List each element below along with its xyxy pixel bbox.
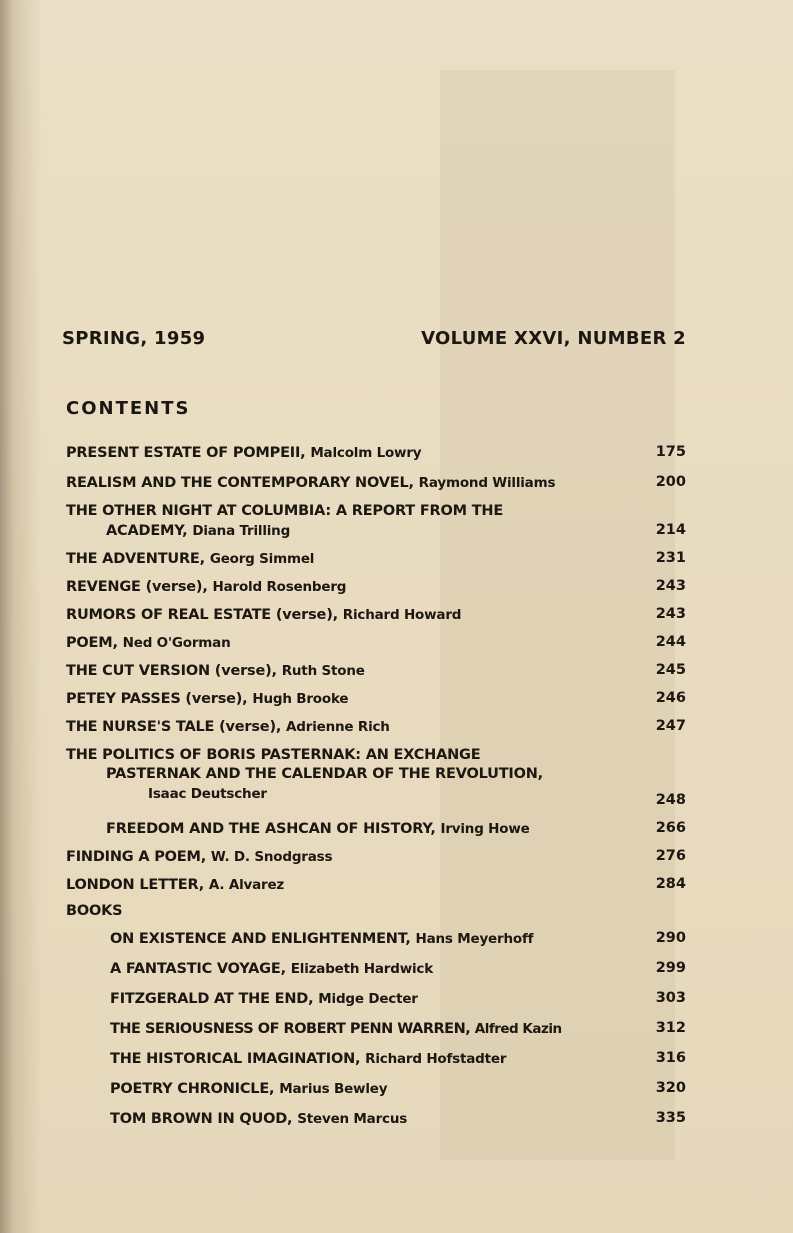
toc-entry — [66, 550, 314, 568]
entry-author: Isaac Deutscher — [148, 786, 267, 802]
toc-entry — [66, 662, 365, 680]
entry-author: Adrienne Rich — [286, 719, 390, 735]
contents-heading: CONTENTS — [66, 398, 191, 419]
entry-author: Ruth Stone — [281, 663, 365, 679]
entry-author: Raymond Williams — [418, 475, 556, 491]
toc-section-heading — [66, 746, 480, 764]
entry-page: 243 — [655, 606, 686, 622]
toc-entry — [110, 1020, 562, 1038]
toc-section-heading — [66, 902, 122, 920]
entry-title: POETRY CHRONICLE, — [110, 1081, 275, 1097]
entry-author: Georg Simmel — [209, 551, 315, 567]
entry-author: Midge Decter — [318, 991, 418, 1007]
entry-page: 312 — [655, 1020, 686, 1036]
issue-volume: VOLUME XXVI, NUMBER 2 — [421, 328, 686, 349]
toc-entry — [110, 930, 533, 948]
entry-author: Harold Rosenberg — [212, 579, 347, 595]
toc-entry — [66, 876, 284, 894]
toc-entry — [66, 502, 503, 520]
entry-page: 245 — [655, 662, 686, 678]
toc-entry — [66, 474, 555, 492]
entry-title: ON EXISTENCE AND ENLIGHTENMENT, — [110, 931, 411, 947]
entry-title: THE POLITICS OF BORIS PASTERNAK: AN EXCHANGE — [66, 747, 481, 763]
entry-page: 247 — [655, 718, 686, 734]
entry-title: LONDON LETTER, — [66, 877, 205, 893]
entry-title: THE SERIOUSNESS OF ROBERT PENN WARREN, — [110, 1021, 471, 1037]
toc-entry — [106, 765, 543, 783]
toc-entry — [66, 718, 390, 736]
entry-author: Marius Bewley — [279, 1081, 388, 1097]
entry-title: PRESENT ESTATE OF POMPEII, — [66, 445, 306, 461]
entry-author: Hugh Brooke — [252, 691, 349, 707]
entry-author: Malcolm Lowry — [310, 445, 422, 461]
entry-title: ACADEMY, — [106, 523, 188, 539]
entry-page: 316 — [655, 1050, 686, 1066]
entry-page: 266 — [655, 820, 686, 836]
toc-entry — [110, 960, 433, 978]
entry-author: Steven Marcus — [297, 1111, 408, 1127]
entry-author: A. Alvarez — [208, 877, 285, 893]
entry-page: 335 — [655, 1110, 686, 1126]
entry-page: 303 — [655, 990, 686, 1006]
entry-author: Diana Trilling — [192, 523, 291, 539]
entry-title-line1: PASTERNAK AND THE CALENDAR OF THE REVOLUTION, — [106, 766, 543, 782]
entry-page: 248 — [655, 792, 686, 808]
entry-author: Ned O'Gorman — [122, 635, 231, 651]
toc-entry — [66, 606, 461, 624]
entry-title: PETEY PASSES (verse), — [66, 691, 248, 707]
entry-page: 276 — [655, 848, 686, 864]
entry-title: REALISM AND THE CONTEMPORARY NOVEL, — [66, 475, 414, 491]
entry-author: W. D. Snodgrass — [210, 849, 333, 865]
entry-author: Alfred Kazin — [474, 1021, 562, 1037]
entry-author: Richard Howard — [342, 607, 462, 623]
toc-entry-continued — [148, 785, 267, 803]
show-through-shadow — [440, 70, 675, 1160]
toc-entry — [66, 634, 230, 652]
toc-entry — [110, 990, 418, 1008]
entry-title: FREEDOM AND THE ASHCAN OF HISTORY, — [106, 821, 436, 837]
issue-season: SPRING, 1959 — [62, 328, 206, 349]
entry-page: 320 — [655, 1080, 686, 1096]
issue-header — [62, 328, 686, 354]
entry-title: POEM, — [66, 635, 118, 651]
toc-entry — [66, 848, 332, 866]
toc-entry — [110, 1110, 407, 1128]
toc-entry — [66, 690, 348, 708]
entry-title: FITZGERALD AT THE END, — [110, 991, 314, 1007]
toc-entry — [110, 1050, 506, 1068]
entry-page: 231 — [655, 550, 686, 566]
toc-entry — [110, 1080, 387, 1098]
entry-page: 244 — [655, 634, 686, 650]
entry-title: RUMORS OF REAL ESTATE (verse), — [66, 607, 338, 623]
entry-page: 214 — [655, 522, 686, 538]
toc-entry — [66, 578, 346, 596]
toc-entry — [106, 820, 530, 838]
entry-author: Irving Howe — [440, 821, 530, 837]
entry-author: Richard Hofstadter — [365, 1051, 507, 1067]
entry-title: THE CUT VERSION (verse), — [66, 663, 277, 679]
entry-page: 175 — [655, 444, 686, 460]
entry-title: FINDING A POEM, — [66, 849, 207, 865]
entry-author: Elizabeth Hardwick — [290, 961, 434, 977]
entry-title: TOM BROWN IN QUOD, — [110, 1111, 293, 1127]
toc-entry-continued — [106, 522, 290, 540]
entry-title: BOOKS — [66, 903, 123, 919]
entry-title: A FANTASTIC VOYAGE, — [110, 961, 286, 977]
entry-title-line1: THE OTHER NIGHT AT COLUMBIA: A REPORT FROM THE — [66, 503, 504, 519]
entry-page: 246 — [655, 690, 686, 706]
toc-entry — [66, 444, 421, 462]
entry-page: 243 — [655, 578, 686, 594]
entry-page: 299 — [655, 960, 686, 976]
entry-author: Hans Meyerhoff — [415, 931, 534, 947]
entry-title: THE NURSE'S TALE (verse), — [66, 719, 282, 735]
entry-title: REVENGE (verse), — [66, 579, 208, 595]
entry-page: 200 — [655, 474, 686, 490]
entry-page: 284 — [655, 876, 686, 892]
entry-title: THE ADVENTURE, — [66, 551, 205, 567]
entry-page: 290 — [655, 930, 686, 946]
entry-title: THE HISTORICAL IMAGINATION, — [110, 1051, 361, 1067]
